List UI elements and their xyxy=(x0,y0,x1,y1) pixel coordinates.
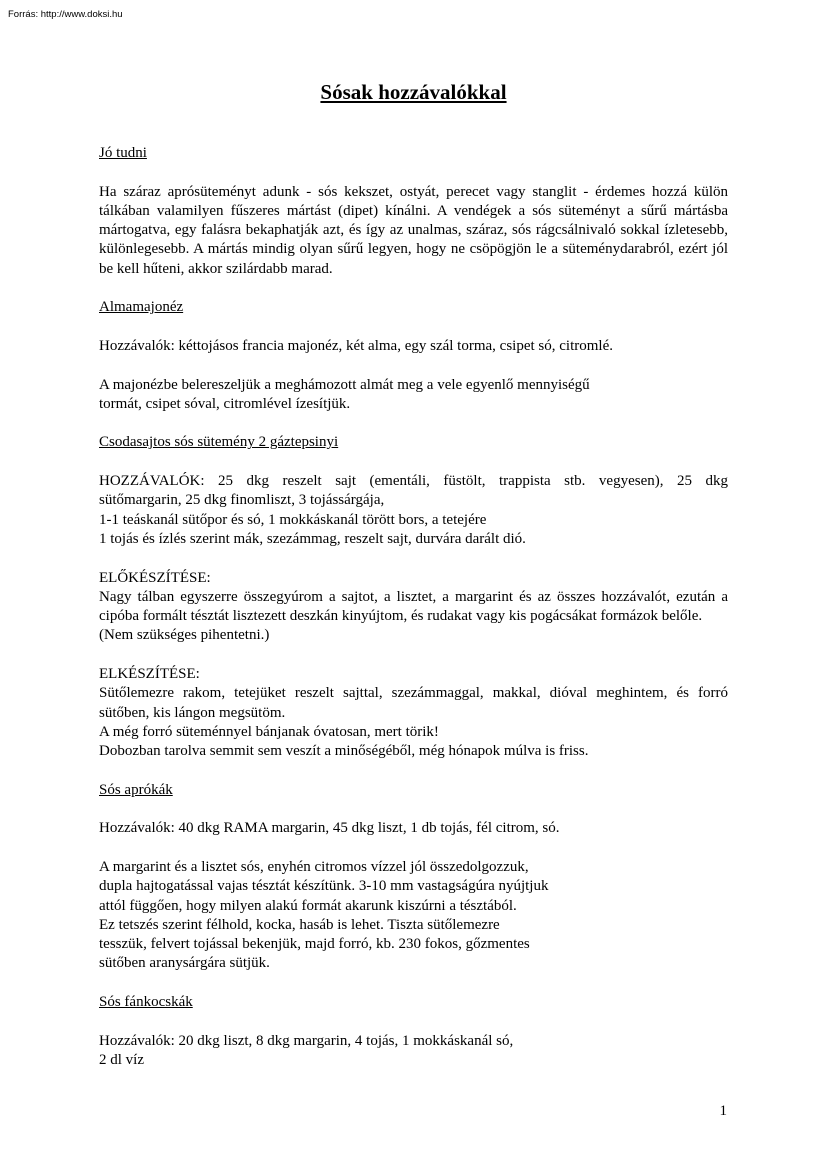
section-heading-csodasajtos: Csodasajtos sós sütemény 2 gáztepsinyi xyxy=(99,434,339,451)
source-url: Forrás: http://www.doksi.hu xyxy=(8,9,123,20)
paragraph-jo-tudni: Ha száraz aprósüteményt adunk - sós kekszet, ostyát, perecet vagy stanglit - érdemes hozzá külön tálkában valamilyen fűszeres mártást (dipet) kínálni. A vendégek a sós süteményt a sűrű mártásba mártogatva, egy falásra bekaphatják azt, és így az unalmas, száraz, sós rágcsálnivaló sokkal ízletesebb, különlegesebb. A mártás mindig olyan sűrű legyen, hogy ne csöpögjön le a süteménydarabról, ezért jól be kell hűteni, akkor szilárdabb marad. xyxy=(99,183,728,277)
text-line: A majonézbe belereszeljük a meghámozott almát meg a vele egyenlő mennyiségű xyxy=(99,376,590,393)
text-line: tesszük, felvert tojással bekenjük, majd forró, kb. 230 fokos, gőzmentes xyxy=(99,936,530,953)
section-heading-sos-fankocskak: Sós fánkocskák xyxy=(99,994,193,1011)
prep-note: (Nem szükséges pihentetni.) xyxy=(99,627,270,644)
cook-text: Sütőlemezre rakom, tetejüket reszelt sajttal, szezámmaggal, makkal, dióval meghintem, és forró sütőben, kis lángon megsütöm. xyxy=(99,685,728,721)
page-title: Sósak hozzávalókkal xyxy=(320,80,507,104)
prep-text: Nagy tálban egyszerre összegyúrom a sajtot, a lisztet, a margarint és az összes hozzávalót, ezután a cipóba formált tésztát lisztezett deszkán kinyújtom, és rudakat vagy kis pogácsákat formázok belőle. xyxy=(99,588,728,625)
text-line: 1-1 teáskanál sütőpor és só, 1 mokkáskanál törött bors, a tetejére xyxy=(99,511,487,528)
section-heading-almamajonez: Almamajonéz xyxy=(99,299,184,316)
text-line: Hozzávalók: 20 dkg liszt, 8 dkg margarin, 4 tojás, 1 mokkáskanál só, xyxy=(99,1032,514,1049)
text-line: 2 dl víz xyxy=(99,1051,144,1068)
prep-label: ELŐKÉSZÍTÉSE: xyxy=(99,569,211,586)
text-line: A még forró süteménnyel bánjanak óvatosan, mert törik! xyxy=(99,723,439,740)
text-line: 1 tojás és ízlés szerint mák, szezámmag, reszelt sajt, durvára darált dió. xyxy=(99,530,526,547)
document-body xyxy=(99,144,728,1070)
text-line: A margarint és a lisztet sós, enyhén citromos vízzel jól összedolgozzuk, xyxy=(99,858,529,875)
ingredients-sos-aprokak: Hozzávalók: 40 dkg RAMA margarin, 45 dkg liszt, 1 db tojás, fél citrom, só. xyxy=(99,820,560,837)
text-line: dupla hajtogatással vajas tésztát készítünk. 3-10 mm vastagságúra nyújtjuk xyxy=(99,878,549,895)
text-line: sütőmargarin, 25 dkg finomliszt, 3 tojássárgája, xyxy=(99,492,385,509)
text-line: tormát, csipet sóval, citromlével ízesítjük. xyxy=(99,395,351,412)
ingredients-csodasajtos: HOZZÁVALÓK: 25 dkg reszelt sajt (ementáli, füstölt, trappista stb. vegyesen), 25 dkg xyxy=(99,473,728,490)
text-line: attól függően, hogy milyen alakú formát akarunk kiszúrni a tésztából. xyxy=(99,897,517,914)
ingredients-almamajonez: Hozzávalók: kéttojásos francia majonéz, két alma, egy szál torma, csipet só, citromlé. xyxy=(99,337,613,354)
section-heading-jo-tudni: Jó tudni xyxy=(99,145,147,161)
text-line: Dobozban tarolva semmit sem veszít a minőségéből, még hónapok múlva is friss. xyxy=(99,743,589,760)
text-line: sütőben aranysárgára sütjük. xyxy=(99,955,270,972)
text-line: Ez tetszés szerint félhold, kocka, hasáb is lehet. Tiszta sütőlemezre xyxy=(99,916,500,933)
page-number: 1 xyxy=(719,1103,727,1119)
section-heading-sos-aprokak: Sós aprókák xyxy=(99,781,173,798)
cook-label: ELKÉSZÍTÉSE: xyxy=(99,666,200,683)
